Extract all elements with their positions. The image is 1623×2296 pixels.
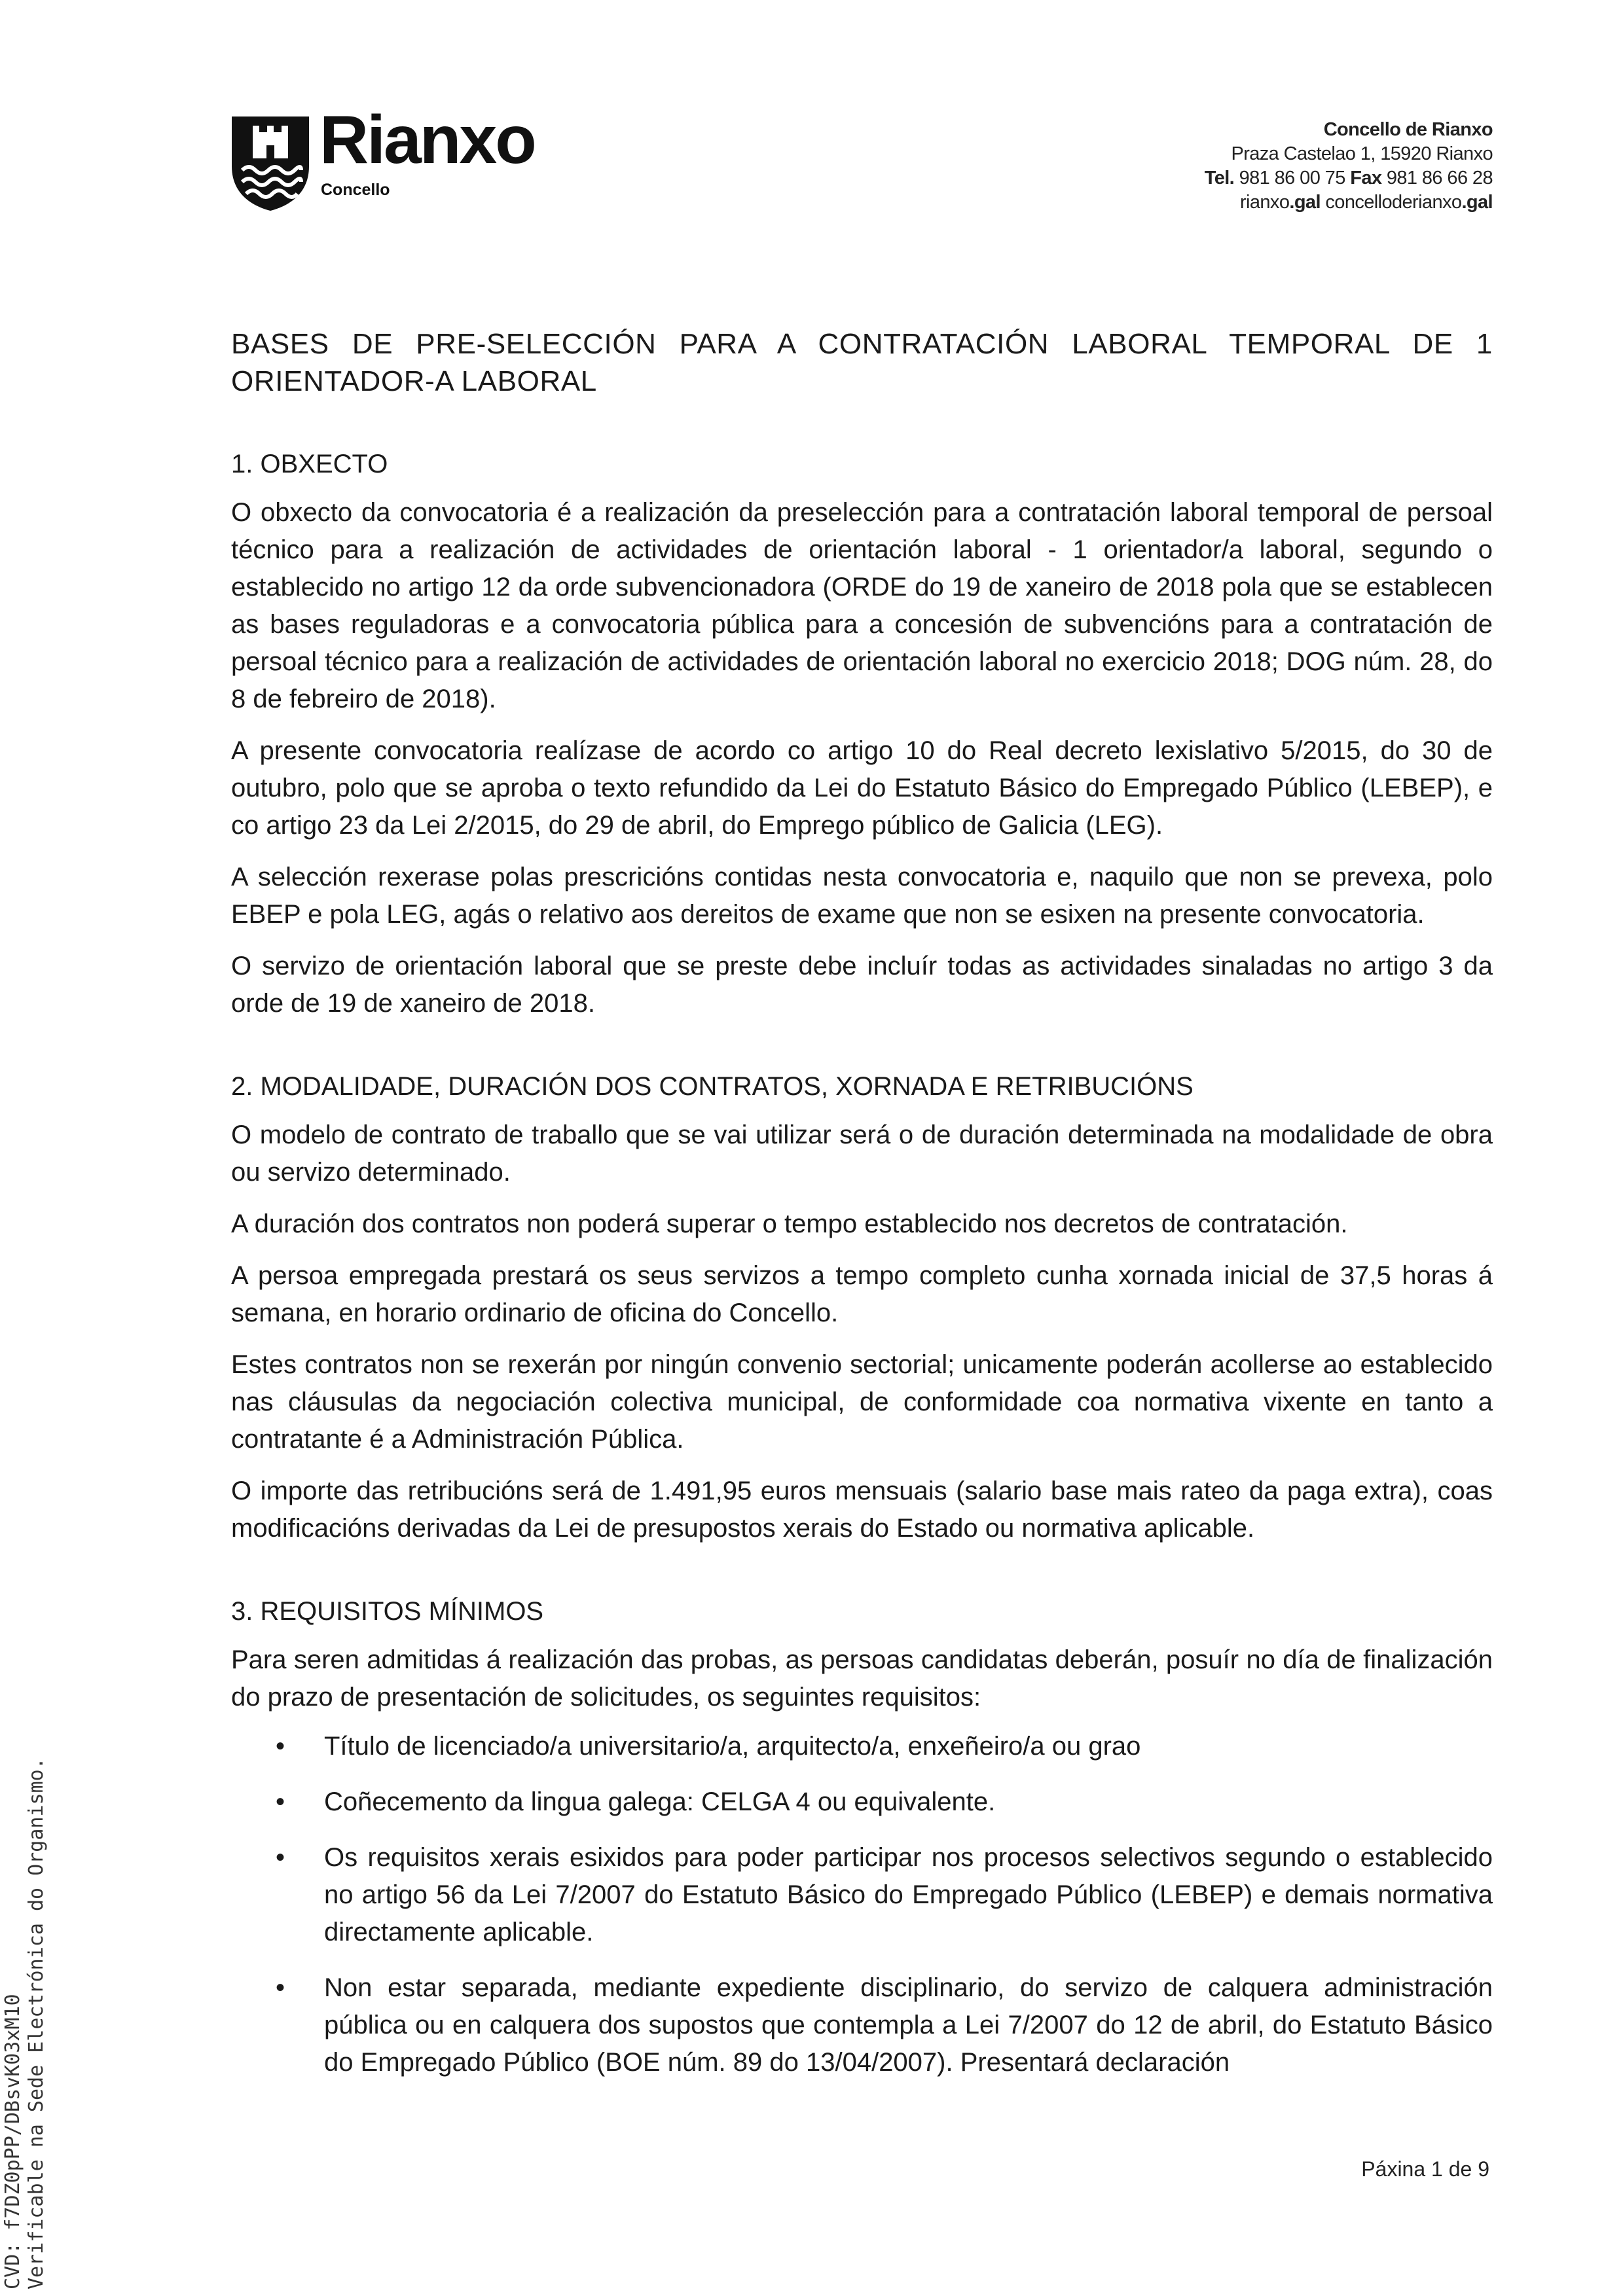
address: Praza Castelao 1, 15920 Rianxo: [1231, 143, 1493, 164]
paragraph: O modelo de contrato de traballo que se vai utilizar será o de duración determinada na modalidade de obra ou servizo determinado.: [231, 1121, 1493, 1187]
paragraph: O servizo de orientación laboral que se preste debe incluír todas as actividades sinaladas no artigo 3 da orde de 19 de xaneiro de 2018.: [231, 952, 1493, 1018]
paragraph: A persoa empregada prestará os seus servizos a tempo completo cunha xornada inicial de 37,5 horas á semana, en horario ordinario de oficina do Concello.: [231, 1261, 1493, 1327]
website-1[interactable]: rianxo.gal: [1239, 192, 1321, 213]
bullet: •: [276, 1732, 285, 1761]
paragraph: A duración dos contratos non poderá superar o tempo establecido nos decretos de contratación.: [231, 1210, 1348, 1238]
requirements-list: [231, 1728, 1493, 2081]
section-heading-obxecto: 1. OBXECTO: [231, 450, 388, 478]
list-item: • Os requisitos xerais esixidos para poder participar nos procesos selectivos segundo o establecido no artigo 56 da Lei 7/2007 do Estatuto Básico do Empregado Público (LEBEP) e demais normativa directamente aplicable.: [231, 1839, 1493, 1951]
bullet: •: [276, 1843, 285, 1872]
coat-of-arms-icon: [230, 115, 310, 212]
list-item: • Título de licenciado/a universitario/a, arquitecto/a, enxeñeiro/a ou grao: [231, 1728, 1493, 1765]
tel-value: 981 86 00 75: [1239, 168, 1345, 188]
phone-fax: [1205, 166, 1493, 190]
document-title: BASES DE PRE-SELECCIÓN PARA A CONTRATACIÓN LABORAL TEMPORAL DE 1 ORIENTADOR-A LABORAL: [231, 328, 1493, 397]
contact-block: [1205, 118, 1493, 215]
verification-note: Verificable na Sede Electrónica do Organismo.: [25, 1757, 48, 2289]
section-heading-requisitos: 3. REQUISITOS MÍNIMOS: [231, 1597, 544, 1626]
list-item: • Coñecemento da lingua galega: CELGA 4 ou equivalente.: [231, 1784, 1493, 1821]
fax-label: Fax: [1350, 168, 1382, 188]
section-heading-modalidade: 2. MODALIDADE, DURACIÓN DOS CONTRATOS, XORNADA E RETRIBUCIÓNS: [231, 1072, 1194, 1101]
logo-subtitle: Concello: [321, 181, 390, 199]
paragraph: O importe das retribucións será de 1.491,95 euros mensuais (salario base mais rateo da paga extra), coas modificacións derivadas da Lei de presupostos xerais do Estado ou normativa aplicable.: [231, 1477, 1493, 1543]
document-body: [231, 325, 1493, 2081]
bullet: •: [276, 1973, 285, 2002]
logo: [230, 102, 571, 213]
org-name: Concello de Rianxo: [1323, 119, 1493, 140]
websites: [1205, 190, 1493, 215]
page-number: Páxina 1 de 9: [1361, 2157, 1489, 2181]
verification-code: [1, 1668, 67, 2289]
paragraph: Estes contratos non se rexerán por ningún convenio sectorial; unicamente poderán acollerse ao establecido nas cláusulas da negociación colectiva municipal, de conformidade coa normativa vixente en tanto a contratante é a Administración Pública.: [231, 1350, 1493, 1454]
logo-title: Rianxo: [319, 102, 535, 178]
paragraph: A selección rexerase polas prescricións contidas nesta convocatoria e, naquilo que non se prevexa, polo EBEP e pola LEG, agás o relativo aos dereitos de exame que non se esixen na presente convocatoria.: [231, 863, 1493, 929]
paragraph: A presente convocatoria realízase de acordo co artigo 10 do Real decreto lexislativo 5/2015, do 30 de outubro, polo que se aproba o texto refundido da Lei do Estatuto Básico do Empregado Público (LEBEP), e co artigo 23 da Lei 2/2015, do 29 de abril, do Emprego público de Galicia (LEG).: [231, 736, 1493, 840]
paragraph: O obxecto da convocatoria é a realización da preselección para a contratación laboral temporal de persoal técnico para a realización de actividades de orientación laboral - 1 orientador/a laboral, segundo o establecido no artigo 12 da orde subvencionadora (ORDE do 19 de xaneiro de 2018 pola que se establecen as bases reguladoras e a convocatoria pública para a concesión de subvencións para a contratación de persoal técnico para a realización de actividades de orientación laboral no exercicio 2018; DOG núm. 28, do 8 de febreiro de 2018).: [231, 498, 1493, 713]
website-2[interactable]: concelloderianxo.gal: [1325, 192, 1493, 213]
paragraph: Para seren admitidas á realización das probas, as persoas candidatas deberán, posuír no día de finalización do prazo de presentación de solicitudes, os seguintes requisitos:: [231, 1645, 1493, 1712]
fax-value: 981 86 66 28: [1386, 168, 1493, 188]
tel-label: Tel.: [1204, 168, 1235, 188]
verification-cvd: CVD: f7DZ0pPP/DBsvK03xM10: [1, 1994, 24, 2289]
list-item: • Non estar separada, mediante expediente disciplinario, do servizo de calquera administración pública ou en calquera dos supostos que contempla a Lei 7/2007 do 12 de abril, do Estatuto Básico do Empregado Público (BOE núm. 89 do 13/04/2007). Presentará declaración: [231, 1969, 1493, 2081]
bullet: •: [276, 1787, 285, 1816]
